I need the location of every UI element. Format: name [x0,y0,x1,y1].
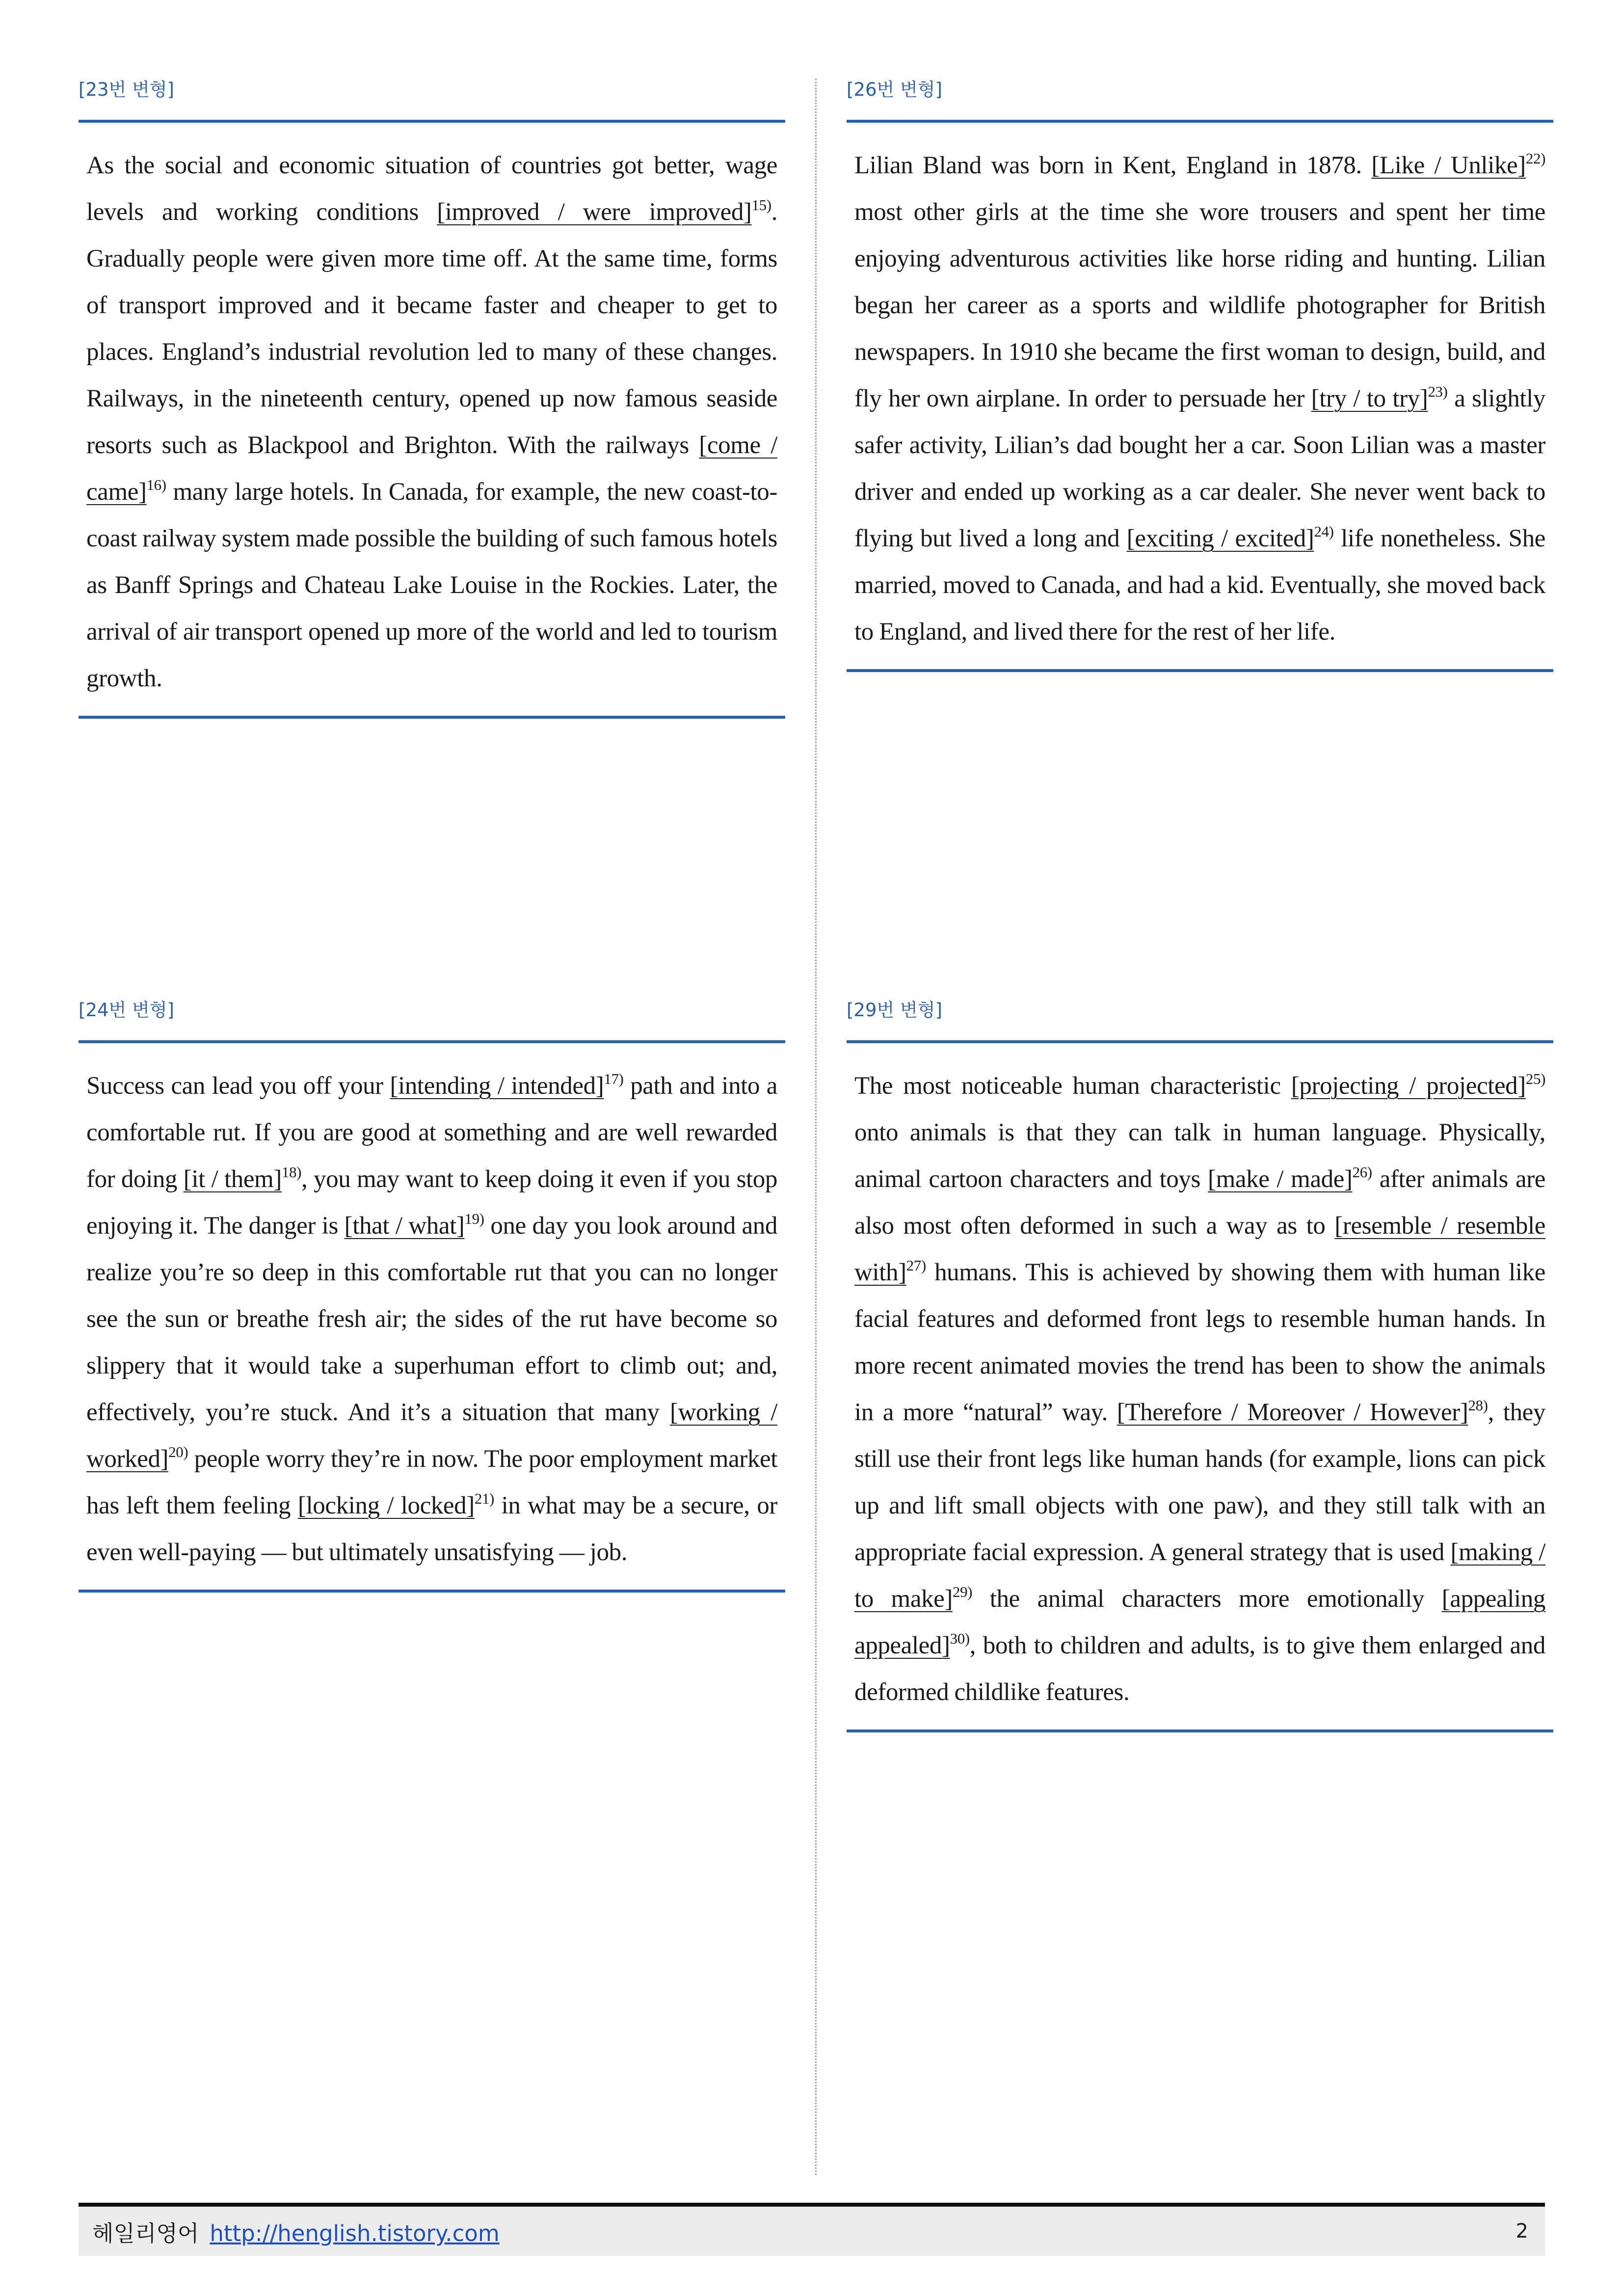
passage-box [847,120,1553,672]
answer-choice: [Therefore / Moreover / However] [1117,1399,1468,1426]
passage-segment: one day you look around and realize you’re so deep in this comfortable rut that you can no longer see the sun or breathe fresh air; the sides of the rut have become so slippery that it would take a superhuman effort to climb out; and, effectively, you’re stuck. And it’s a situation that many [86,1212,777,1426]
answer-choice: [it / them] [183,1165,282,1193]
passage-segment: Success can lead you off your [86,1072,390,1100]
answer-choice: [that / what] [344,1212,465,1240]
question-number: 29) [952,1583,973,1600]
passage-text [854,1063,1545,1716]
page-number: 2 [1516,2220,1528,2242]
question-number: 18) [281,1163,302,1181]
passage-segment: people worry they’re in now. The poor employment market has left them feeling [86,1445,777,1519]
passage-segment: The most noticeable human characteristic [854,1072,1291,1100]
question-number: 30) [950,1630,970,1647]
passage-segment: , they still use their front legs like human hands (for example, lions can pick up and lift small objects with one paw), and they still talk with an appropriate facial expression. A general strategy that is used [854,1399,1545,1566]
question-label: [24번 변형] [79,999,174,1021]
passage-segment: , you may want to keep doing it even if you stop enjoying it. The danger is [86,1165,777,1240]
question-number: 26) [1352,1163,1372,1181]
passage-segment: many large hotels. In Canada, for example, the new coast-to-coast railway system made possible the building of such famous hotels as Banff Springs and Chateau Lake Louise in the Rockies. Later, the arrival of air transport opened up more of the world and led to tourism growth. [86,478,777,692]
passage-segment: after animals are also most often deformed in such a way as to [854,1165,1546,1240]
question-label: [26번 변형] [847,79,942,100]
question-number: 23) [1428,383,1448,400]
passage-segment: As the social and economic situation of countries got better, wage levels and working conditions [86,152,777,226]
question-number: 20) [168,1443,188,1460]
page-footer [79,2207,1545,2256]
question-number: 16) [146,476,166,493]
answer-choice: [Like / Unlike] [1371,152,1526,179]
answer-choice: [exciting / excited] [1126,525,1314,552]
column-divider [815,79,817,2175]
passage-box [847,1040,1553,1732]
footer-link[interactable]: http://henglish.tistory.com [210,2220,500,2246]
passage-segment: life nonetheless. She married, moved to Canada, and had a kid. Eventually, she moved back to England, and lived there for the rest of her life. [854,525,1545,646]
passage-segment: most other girls at the time she wore trousers and spent her time enjoying adventurous activities like horse riding and hunting. Lilian began her career as a sports and wildlife photographer for British newspapers. In 1910 she became the first woman to design, build, and fly her own airplane. In order to persuade her [854,198,1545,412]
question-number: 22) [1525,150,1546,167]
question-number: 28) [1468,1397,1488,1414]
footer-left [92,2215,500,2247]
answer-choice: [working / worked] [86,1399,777,1473]
question-label: [23번 변형] [79,79,174,100]
answer-choice: [come / came] [86,432,777,506]
answer-choice: [locking / locked] [297,1492,475,1519]
footer-rule [79,2203,1545,2207]
answer-choice: [improved / were improved] [437,198,752,226]
question-number: 21) [474,1490,494,1507]
passage-segment: a slightly safer activity, Lilian’s dad bought her a car. Soon Lilian was a master driver and ended up working as a car dealer. She never went back to flying but lived a long and [854,385,1546,552]
question-number: 24) [1314,523,1334,540]
question-number: 19) [464,1210,484,1227]
question-number: 25) [1525,1070,1545,1087]
question-number: 17) [604,1070,624,1087]
answer-choice: [projecting / projected] [1291,1072,1526,1100]
question-number: 15) [751,196,771,214]
passage-segment: humans. This is achieved by showing them with human like facial features and deformed front legs to resemble human hands. In more recent animated movies the trend has been to show the animals in a more “natural” way. [854,1259,1545,1426]
answer-choice: [try / to try] [1311,385,1428,412]
passage-text [86,1063,777,1576]
passage-box [79,120,785,719]
answer-choice: [resemble / resemble with] [854,1212,1545,1286]
passage-segment: path and into a comfortable rut. If you are good at something and are well rewarded for doing [86,1072,777,1193]
passage-segment: . Gradually people were given more time off. At the same time, forms of transport improved and it became faster and cheaper to get to places. England’s industrial revolution led to many of these changes. Railways, in the nineteenth century, opened up now famous seaside resorts such as Blackpool and Brighton. With the railways [86,198,777,459]
passage-segment: Lilian Bland was born in Kent, England in 1878. [854,152,1372,179]
passage-segment: in what may be a secure, or even well-paying ― but ultimately unsatisfying ― job. [86,1492,777,1566]
passage-segment: , both to children and adults, is to give them enlarged and deformed childlike features. [854,1632,1545,1706]
passage-text [854,142,1545,655]
passage-segment: the animal characters more emotionally [972,1585,1442,1613]
answer-choice: [make / made] [1208,1165,1353,1193]
answer-choice: [intending / intended] [390,1072,604,1100]
answer-choice: [making / to make] [854,1539,1546,1613]
passage-text [86,142,777,702]
passage-box [79,1040,785,1593]
answer-choice: [appealing appealed] [854,1585,1545,1659]
footer-brand: 헤일리영어 [92,2220,199,2246]
question-label: [29번 변형] [847,999,942,1021]
question-number: 27) [906,1257,926,1274]
passage-segment: onto animals is that they can talk in human language. Physically, animal cartoon characters and toys [854,1119,1545,1193]
